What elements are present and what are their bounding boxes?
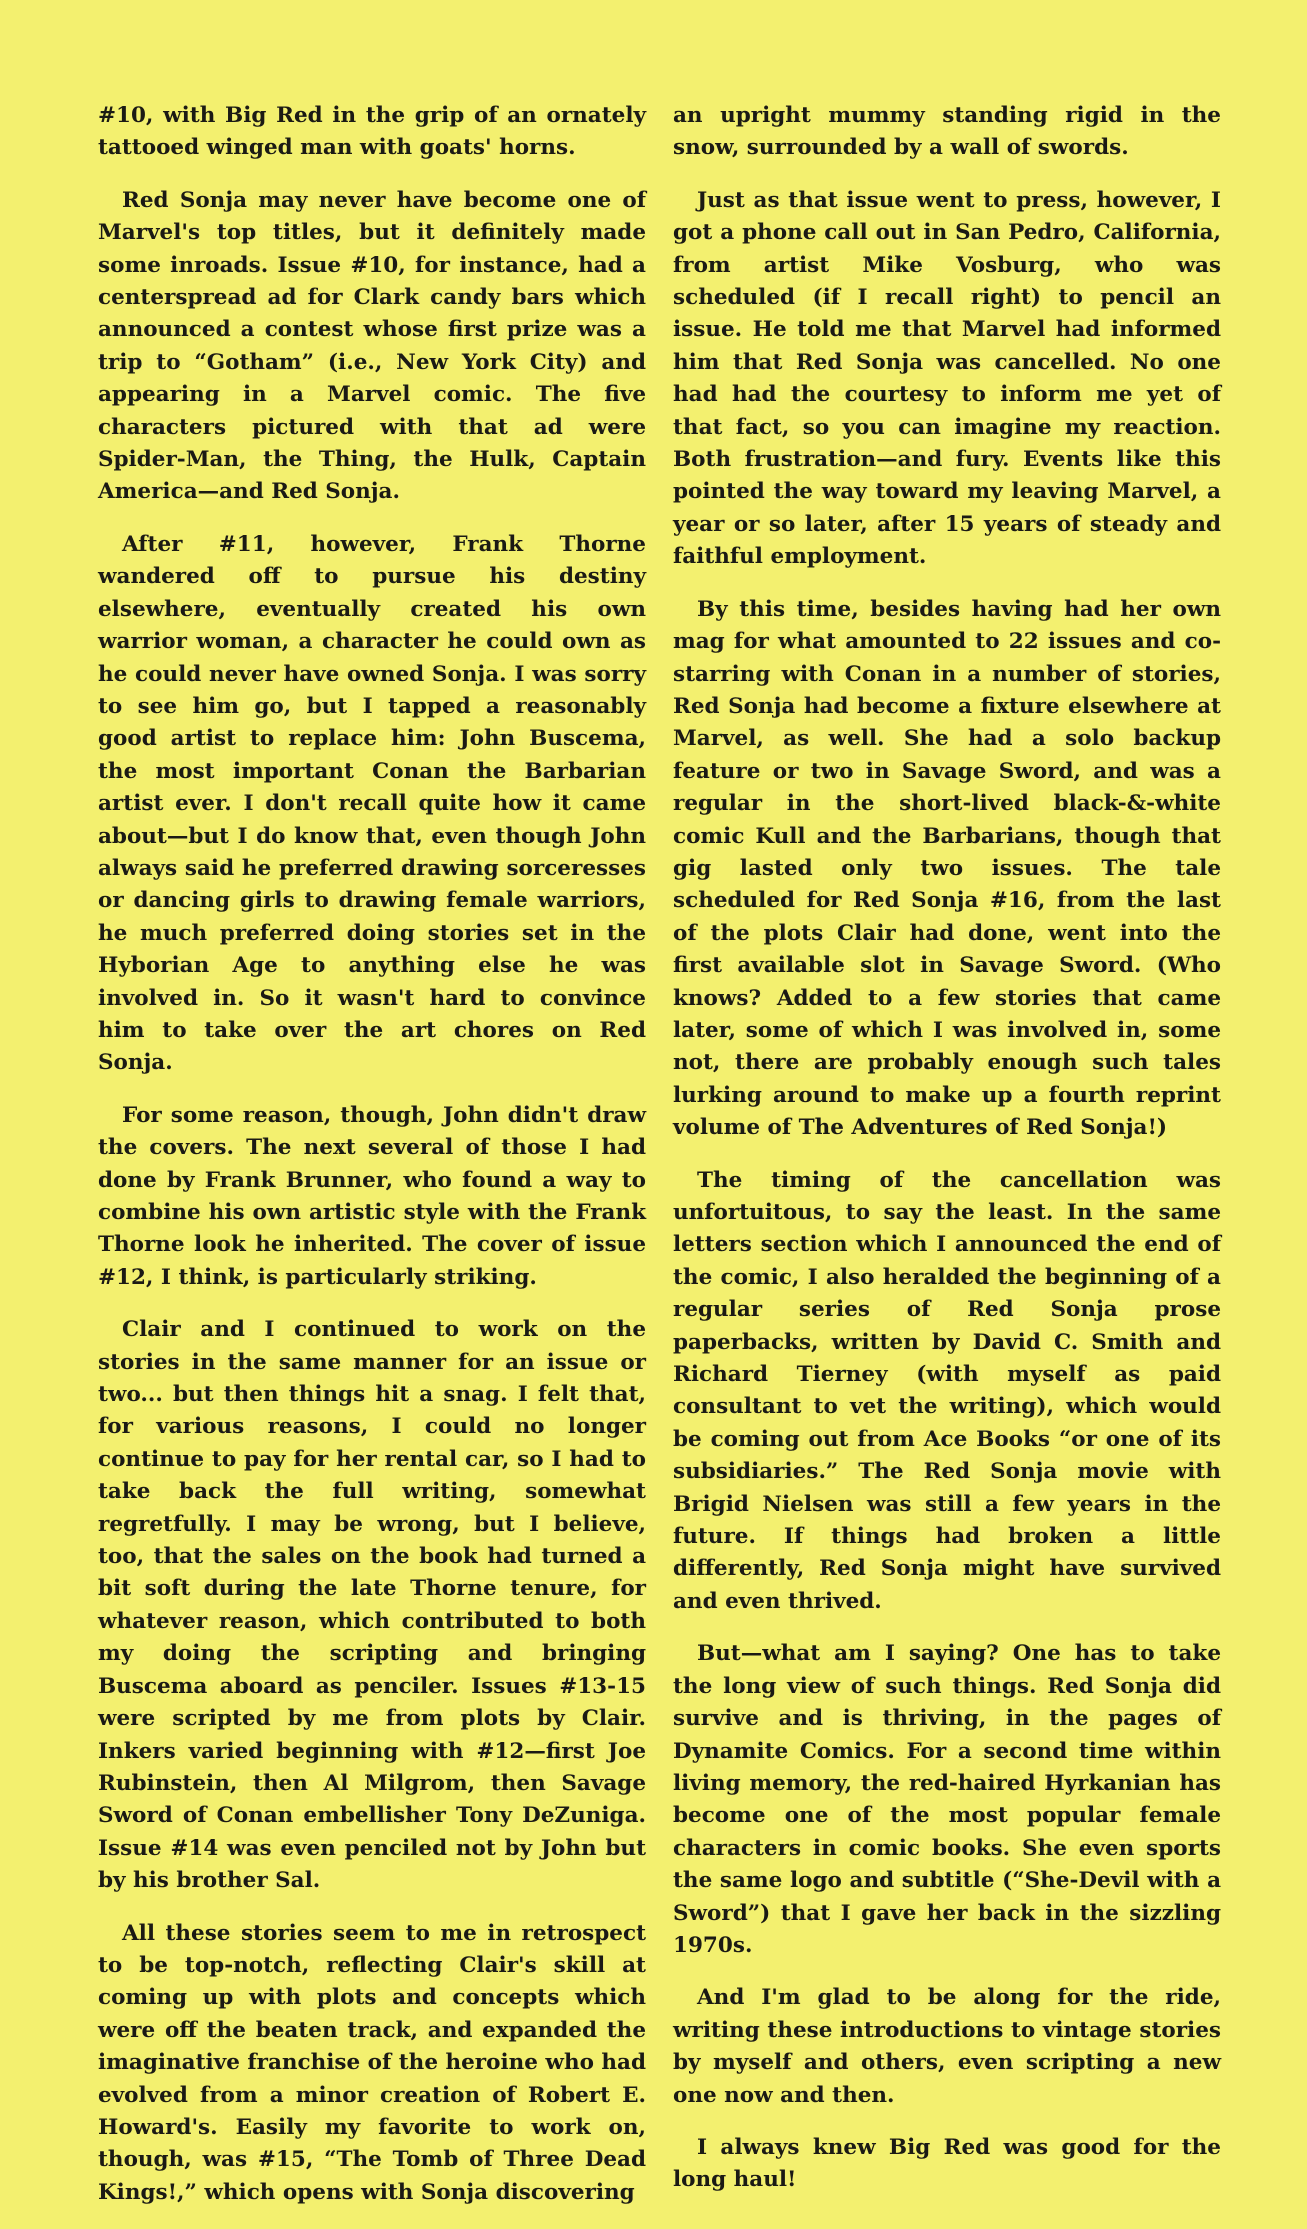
paragraph: The timing of the cancellation was unfortuitous, to say the least. In the same letters section which I announced the end of the comic, I also heralded the beginning of a regular series of Red Sonja prose paperbacks, written by David C. Smith and Richard Tierney (with myself as paid consultant to vet the writing), which would be coming out from Ace Books “or one of its subsidiaries.” The Red Sonja movie with Brigid Nielsen was still a few years in the future. If things had broken a little differently, Red Sonja might have survived and even thrived. [673, 1167, 1221, 1614]
paragraph: For some reason, though, John didn't draw the covers. The next several of those I had done by Frank Brunner, who found a way to combine his own artistic style with the Frank Thorne look he inherited. The cover of issue #12, I think, is particularly striking. [98, 1102, 646, 1290]
left-text-column [98, 100, 646, 2229]
paragraph: Clair and I continued to work on the stories in the same manner for an issue or two... but then things hit a snag. I felt that, for various reasons, I could no longer continue to pay for her rental car, so I had to take back the full writing, somewhat regretfully. I may be wrong, but I believe, too, that the sales on the book had turned a bit soft during the late Thorne tenure, for whatever reason, which contributed to both my doing the scripting and bringing Buscema aboard as penciler. Issues #13-15 were scripted by me from plots by Clair. Inkers varied beginning with #12—first Joe Rubinstein, then Al Milgrom, then Savage Sword of Conan embellisher Tony DeZuniga. Issue #14 was even penciled not by John but by his brother Sal. [98, 1317, 646, 1894]
paragraph: Just as that issue went to press, however, I got a phone call out in San Pedro, California, from artist Mike Vosburg, who was scheduled (if I recall right) to pencil an issue. He told me that Marvel had informed him that Red Sonja was cancelled. No one had had the courtesy to inform me yet of that fact, so you can imagine my reaction. Both frustration—and fury. Events like this pointed the way toward my leaving Marvel, a year or so later, after 15 years of steady and faithful employment. [673, 187, 1221, 570]
paragraph: And I'm glad to be along for the ride, writing these introductions to vintage stories by myself and others, even scripting a new one now and then. [673, 1985, 1221, 2108]
paragraph: All these stories seem to me in retrospect to be top-notch, reflecting Clair's skill at coming up with plots and concepts which were off the beaten track, and expanded the imaginative franchise of the heroine who had evolved from a minor creation of Robert E. Howard's. Easily my favorite to work on, though, was #15, “The Tomb of Three Dead Kings!,” which opens with Sonja discovering [98, 1920, 646, 2205]
paragraph: I always knew Big Red was good for the long haul! [673, 2134, 1221, 2193]
paragraph-continued: #10, with Big Red in the grip of an ornately tattooed winged man with goats' horns. [98, 103, 646, 161]
paragraph: But—what am I saying? One has to take the long view of such things. Red Sonja did survive and is thriving, in the pages of Dynamite Comics. For a second time within living memory, the red-haired Hyrkanian has become one of the most popular female characters in comic books. She even sports the same logo and subtitle (“She-Devil with a Sword”) that I gave her back in the sizzling 1970s. [673, 1641, 1221, 1958]
paragraph: After #11, however, Frank Thorne wandered off to pursue his destiny elsewhere, eventually created his own warrior woman, a character he could own as he could never have owned Sonja. I was sorry to see him go, but I tapped a reasonably good artist to replace him: John Buscema, the most important Conan the Barbarian artist ever. I don't recall quite how it came about—but I do know that, even though John always said he preferred drawing sorceresses or dancing girls to drawing female warriors, he much preferred doing stories set in the Hyborian Age to anything else he was involved in. So it wasn't hard to convince him to take over the art chores on Red Sonja. [98, 531, 646, 1076]
paragraph-continued: an upright mummy standing rigid in the snow, surrounded by a wall of swords. [673, 103, 1221, 161]
paragraph: Red Sonja may never have become one of Marvel's top titles, but it definitely made some inroads. Issue #10, for instance, had a centerspread ad for Clark candy bars which announced a contest whose first prize was a trip to “Gotham” (i.e., New York City) and appearing in a Marvel comic. The five characters pictured with that ad were Spider-Man, the Thing, the Hulk, Captain America—and Red Sonja. [98, 187, 646, 505]
paragraph: By this time, besides having had her own mag for what amounted to 22 issues and co-starring with Conan in a number of stories, Red Sonja had become a fixture elsewhere at Marvel, as well. She had a solo backup feature or two in Savage Sword, and was a regular in the short-lived black-&-white comic Kull and the Barbarians, though that gig lasted only two issues. The tale scheduled for Red Sonja #16, from the last of the plots Clair had done, went into the first available slot in Savage Sword. (Who knows? Added to a few stories that came later, some of which I was involved in, some not, there are probably enough such tales lurking around to make up a fourth reprint volume of The Adventures of Red Sonja!) [673, 596, 1221, 1141]
right-text-column [673, 100, 1221, 2217]
